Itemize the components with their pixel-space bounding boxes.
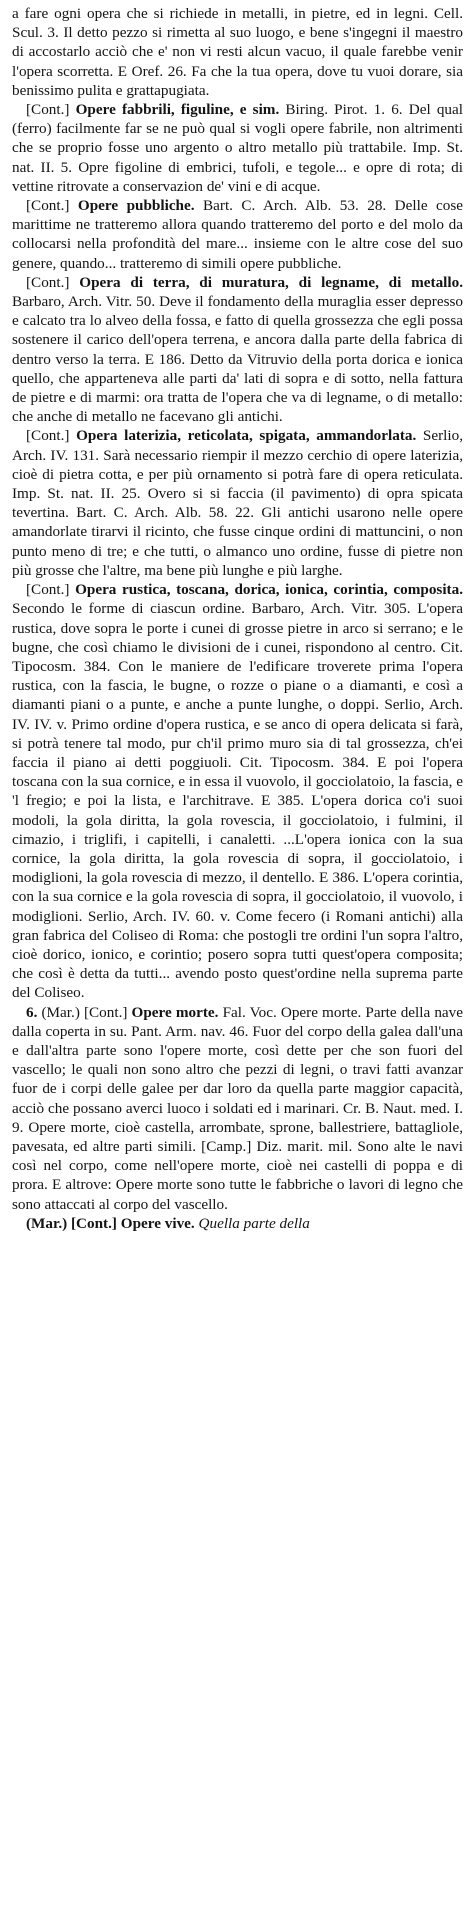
- entry-opere-vive: [12, 1214, 463, 1233]
- entry-headword: Opere pubbliche.: [77, 197, 195, 215]
- entry-tag: [Cont.]: [26, 101, 70, 119]
- entry-headword: Opere morte.: [131, 1003, 219, 1021]
- entry-opera-laterizia: [12, 426, 463, 580]
- entry-headword: Opera laterizia, reticolata, spigata, ammandorlata.: [76, 427, 417, 445]
- entry-headword: Opere vive.: [120, 1214, 195, 1232]
- entry-body: Serlio, Arch. IV. 131. Sarà necessario riempir il mezzo cerchio di opere laterizia, cioè di pietra cotta, e per più ornamento si potrà fare di opera reticulata. Imp. St. nat. II. 25. Overo si si faccia (il pavimento) di opra spicata tevertina. Bart. C. Arch. Alb. 58. 22. Gli antichi usarono nelle opere amandorlate tirarvi il ricinto, che fusse cinque ordini di mattuncini, o non punto meno di tre; e che tutti, o almanco uno ordine, fusse di pietre non più grosse che l'altre, ma bene più lunghe e più larghe.: [12, 427, 463, 579]
- entry-tag: [Cont.]: [26, 197, 70, 215]
- entry-body: Secondo le forme di ciascun ordine. Barbaro, Arch. Vitr. 305. L'opera rustica, dove sopra le porte i cunei di grosse pietre in arco si serrano; e le bugne, che così chiamo le divisioni de i cunei, rispondono al centro. Cit. Tipocosm. 384. Con le maniere de l'edificare troverete prima l'opera rustica, con la fascia, le bugne, o rozze o piane o a diamanti, e così a diamanti piani o a punte, e anche a punte lunghe, o doppi. Serlio, Arch. IV. IV. v. Primo ordine d'opera rustica, e se anco di opera delicata si farà, si potrà tenere tal modo, pur ch'il primo muro sia di tal grossezza, ch'ei faccia il piano ai detti poggiuoli. Cit. Tipocosm. 384. E poi l'opera toscana con la sua cornice, e in essa il vuovolo, il gocciolatoio, la fascia, e 'l fregio; e poi la lista, e l'architrave. E 385. L'opera dorica co'i suoi modoli, la gola diritta, la gola rovescia, il gocciolatoio, i fulmini, il cimazio, i triglifi, i capitelli, i canaletti. ...L'opera ionica con la sua cornice, la gola diritta, la gola rovescia di sopra, il gocciolatoio, i modiglioni, la gola rovescia di mezzo, il dentello. E 386. L'opera corintia, con la sua cornice e la gola rovescia di sopra, il gocciolatoio, il vuovolo, i modiglioni. Serlio, Arch. IV. 60. v. Come fecero (i Romani antichi) alla gran fabrica del Coliseo di Roma: che postogli tre ordini l'un sopra l'altro, cioè dorico, ionico, e corintio; posero sopra tutti quest'opera composita; che così è detta da tutti... avendo posto quest'ordine nella suprema parte del Coliseo.: [12, 600, 463, 1002]
- entry-continuation: [12, 4, 463, 100]
- entry-opera-di-terra: [12, 273, 463, 427]
- entry-headword: Opera rustica, toscana, dorica, ionica, corintia, composita.: [75, 581, 463, 599]
- entry-headword: Opere fabbrili, figuline, e sim.: [75, 101, 280, 119]
- entry-tag: [Cont.]: [26, 427, 70, 445]
- entry-headword: Opera di terra, di muratura, di legname, di metallo.: [79, 273, 463, 291]
- entry-body: a fare ogni opera che si richiede in metalli, in pietre, ed in legni. Cell. Scul. 3. Il detto pezzo si rimetta al suo luogo, e bene s'ingegni il maestro di accostarlo acciò che e' non vi resti alcun vacuo, il quale farebbe venir l'opera scorretta. E Oref. 26. Fa che la tua opera, dove tu vuoi dorare, sia benissimo pulita e grattapugiata.: [12, 5, 463, 99]
- entry-tag: (Mar.) [Cont.]: [41, 1003, 128, 1021]
- entry-body: Biring. Pirot. 1. 6. Del qual (ferro) facilmente far se ne può qual si vogli opere fabrile, non altrimenti che se proprio fosse uno argento o altro metallo più trattabile. Imp. St. nat. II. 5. Opre figoline di embrici, tufoli, e tegole... e opre di rota; di vettine ritrovate a conservazion de' vini e di acque.: [12, 101, 463, 195]
- entry-tag: (Mar.) [Cont.]: [26, 1214, 117, 1232]
- entry-body: Quella parte della: [198, 1214, 310, 1232]
- sense-number: 6.: [26, 1003, 38, 1021]
- entry-body: Bart. C. Arch. Alb. 53. 28. Delle cose marittime ne tratteremo allora quando tratteremo del porto e del molo da collocarsi nella profondità del mare... insieme con le altre cose del suo genere, quando... tratteremo di simili opere pubbliche.: [12, 197, 464, 272]
- entry-tag: [Cont.]: [26, 273, 70, 291]
- entry-body: Fal. Voc. Opere morte. Parte della nave dalla coperta in su. Pant. Arm. nav. 46. Fuor del corpo della galea dall'una e dall'altra parte sono l'opere morte, così dette per che son fuori del vascello; le quali non sono altro che pezzi di legni, o travi fatti avanzar fuor de i corpi delle galee per dar loro da quella parte maggior capacità, acciò che possano averci luoco i soldati ed i marinari. Cr. B. Naut. med. I. 9. Opere morte, cioè castella, arrombate, sprone, ballestriere, battagliole, pavesata, ed altre parti simili. [Camp.] Diz. marit. mil. Sono alte le navi così nel corpo, come nell'opere morte, cioè nei castelli di poppa e di prora. E altrove: Opere morte sono tutte le fabbriche o lavori di legno che sono attaccati al corpo del vascello.: [12, 1003, 463, 1213]
- entry-opere-pubbliche: [12, 196, 463, 273]
- entry-opera-rustica: [12, 580, 463, 1002]
- entry-tag: [Cont.]: [26, 581, 70, 599]
- entry-opere-fabbrili: [12, 100, 463, 196]
- entry-opere-morte: [12, 1003, 463, 1214]
- entry-body: Barbaro, Arch. Vitr. 50. Deve il fondamento della muraglia esser depresso e calcato tra lo alveo della fossa, e fatto di quella grossezza che egli possa sostenere il carico dell'opera terrena, e ancora dalla parte della fabrica di dentro verso la terra. E 186. Detto da Vitruvio della porta dorica e ionica quello, che apparteneva alle parti da' lati di sopra e di sotto, nella fattura de pietre e di marmi: ora tratta de l'opera che va di legname, o di metallo: che anche di metallo ne facevano gli antichi.: [12, 293, 463, 426]
